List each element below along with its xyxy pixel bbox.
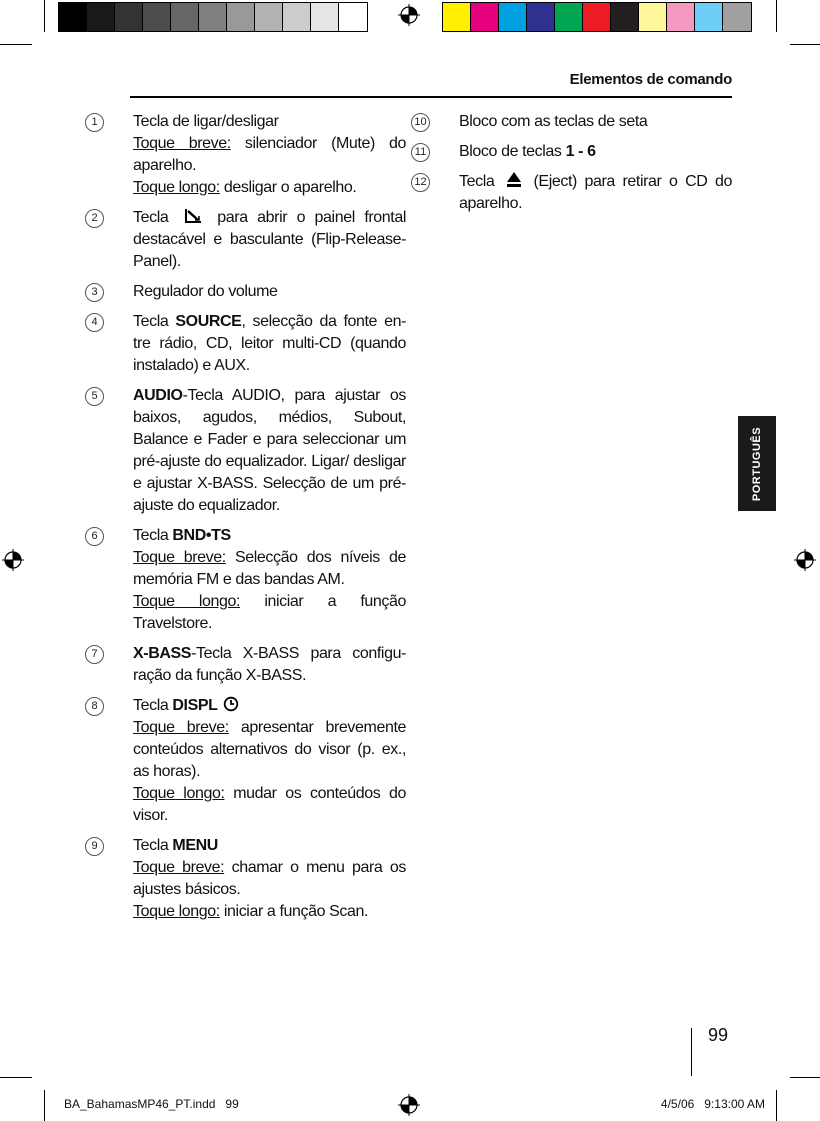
color-swatch [695, 3, 723, 31]
item-text-line [133, 591, 406, 635]
item-text-line [133, 783, 406, 827]
list-item [91, 207, 406, 273]
crop-mark [44, 0, 45, 32]
item-number-badge: 4 [85, 313, 104, 332]
action-label: Toque longo: [133, 785, 225, 802]
item-text-line [133, 835, 406, 857]
item-text: mudar os conteúdos do visor. [133, 785, 406, 824]
item-text: apresentar brevemente conteúdos alternativos do visor (p. ex., as horas). [133, 719, 406, 780]
gray-swatch [227, 3, 255, 31]
item-number-badge: 6 [85, 527, 104, 546]
list-item [414, 111, 732, 133]
color-swatch [583, 3, 611, 31]
item-text: desligar o aparelho. [219, 179, 357, 196]
item-text: -Tecla AUDIO, para ajustar os baixos, agudos, médios, Subout, Balance e Fader e para seleccionar um pré-ajuste do equalizador. Ligar/ desligar e ajustar X-BASS. Selecção de um pré-ajuste do equalizador. [133, 387, 406, 514]
action-label: Toque breve: [133, 719, 229, 736]
item-text-line [133, 111, 406, 133]
flip-release-icon [178, 209, 208, 226]
gray-swatch [255, 3, 283, 31]
gray-swatch [59, 3, 87, 31]
action-label: Toque breve: [133, 549, 226, 566]
gray-swatch [199, 3, 227, 31]
item-text: Bloco com as teclas de seta [459, 113, 648, 130]
registration-mark-icon [794, 549, 816, 571]
item-text: Bloco de teclas [459, 143, 566, 160]
item-text-line [133, 857, 406, 901]
color-swatch [723, 3, 751, 31]
crop-mark [0, 44, 32, 45]
gray-swatch [311, 3, 339, 31]
item-text: iniciar a função Travelstore. [133, 593, 406, 632]
key-name: DISPL [172, 697, 218, 714]
item-text: , selecção da fonte en-tre rádio, CD, leitor multi-CD (quando instalado) e AUX. [133, 313, 406, 374]
registration-mark-icon [398, 4, 420, 26]
item-number-badge: 8 [85, 697, 104, 716]
registration-mark-icon [398, 1094, 420, 1116]
key-name: 1 - 6 [565, 143, 596, 160]
item-number-badge: 3 [85, 283, 104, 302]
grayscale-color-bar [58, 2, 368, 32]
gray-swatch [87, 3, 115, 31]
item-text-line [133, 177, 406, 199]
eject-icon [502, 173, 526, 190]
item-text: Tecla [133, 697, 173, 714]
item-text-line [459, 171, 732, 215]
gray-swatch [143, 3, 171, 31]
language-tab [738, 416, 776, 511]
crop-mark [790, 44, 820, 45]
item-text-line [459, 141, 732, 163]
key-name: MENU [172, 837, 218, 854]
item-text-line [133, 525, 406, 547]
footer-filename: BA_BahamasMP46_PT.indd 99 [64, 1097, 239, 1111]
item-number-badge: 7 [85, 645, 104, 664]
item-text-line [133, 717, 406, 783]
process-color-bar [442, 2, 752, 32]
item-text: Regulador do volume [133, 283, 278, 300]
color-swatch [471, 3, 499, 31]
item-text-line [133, 901, 406, 923]
item-text: Tecla [133, 313, 176, 330]
key-name: SOURCE [175, 313, 242, 330]
left-column [91, 111, 407, 931]
item-number-badge: 9 [85, 837, 104, 856]
item-number-badge: 12 [411, 173, 430, 192]
gray-swatch [171, 3, 199, 31]
item-text-line [459, 111, 732, 133]
clock-icon [218, 697, 239, 714]
crop-mark [790, 1077, 820, 1078]
crop-mark [776, 0, 777, 32]
color-swatch [443, 3, 471, 31]
key-name: AUDIO [133, 387, 183, 404]
gray-swatch [283, 3, 311, 31]
item-text: (Eject) para retirar o CD do aparelho. [459, 173, 732, 212]
list-item [91, 835, 406, 923]
key-name: X-BASS [133, 645, 192, 662]
color-swatch [639, 3, 667, 31]
page-number: 99 [708, 1025, 729, 1045]
registration-mark-icon [2, 549, 24, 571]
color-swatch [555, 3, 583, 31]
item-number-badge: 10 [411, 113, 430, 132]
list-item [414, 141, 732, 163]
color-swatch [527, 3, 555, 31]
action-label: Toque breve: [133, 135, 231, 152]
action-label: Toque longo: [133, 903, 220, 920]
page-header [130, 70, 732, 98]
item-text: chamar o menu para os ajustes básicos. [133, 859, 406, 898]
item-number-badge: 1 [85, 113, 104, 132]
list-item [91, 281, 406, 303]
color-swatch [499, 3, 527, 31]
list-item [91, 385, 406, 517]
gray-swatch [339, 3, 367, 31]
action-label: Toque breve: [133, 859, 225, 876]
item-text: -Tecla X-BASS para configu-ração da função X-BASS. [133, 645, 406, 684]
item-text-line [133, 695, 406, 717]
item-text-line [133, 133, 406, 177]
action-label: Toque longo: [133, 179, 220, 196]
list-item [91, 525, 406, 635]
key-name: BND•TS [172, 527, 231, 544]
item-text: silenciador (Mute) do aparelho. [133, 135, 407, 174]
crop-mark [776, 1090, 777, 1121]
item-text-line [133, 643, 406, 687]
item-text: Tecla [133, 837, 173, 854]
page-number-rule [691, 1028, 692, 1076]
item-text-line [133, 207, 406, 273]
item-number-badge: 2 [85, 209, 104, 228]
item-text-line [133, 311, 406, 377]
crop-mark [44, 1090, 45, 1121]
action-label: Toque longo: [133, 593, 241, 610]
item-text-line [133, 385, 406, 517]
list-item [91, 111, 407, 199]
list-item [91, 695, 406, 827]
item-text-line [133, 281, 406, 303]
item-text: Tecla [133, 209, 178, 226]
item-text: Tecla [459, 173, 502, 190]
gray-swatch [115, 3, 143, 31]
item-number-badge: 5 [85, 387, 104, 406]
page-title: Elementos de comando [569, 71, 732, 88]
right-column [414, 111, 732, 223]
item-number-badge: 11 [411, 143, 430, 162]
footer-timestamp: 4/5/06 9:13:00 AM [660, 1097, 765, 1111]
list-item [91, 311, 406, 377]
item-text-line [133, 547, 406, 591]
item-text: Tecla [133, 527, 173, 544]
crop-mark [0, 1077, 32, 1078]
item-text: para abrir o painel frontal destacável e basculante (Flip-Release-Panel). [133, 209, 406, 270]
language-tab-label: PORTUGUÊS [751, 426, 763, 501]
color-swatch [667, 3, 695, 31]
item-text: Tecla de ligar/desligar [133, 113, 279, 130]
item-text: iniciar a função Scan. [219, 903, 369, 920]
list-item [91, 643, 406, 687]
item-text: Selecção dos níveis de memória FM e das bandas AM. [133, 549, 406, 588]
list-item [414, 171, 732, 215]
color-swatch [611, 3, 639, 31]
